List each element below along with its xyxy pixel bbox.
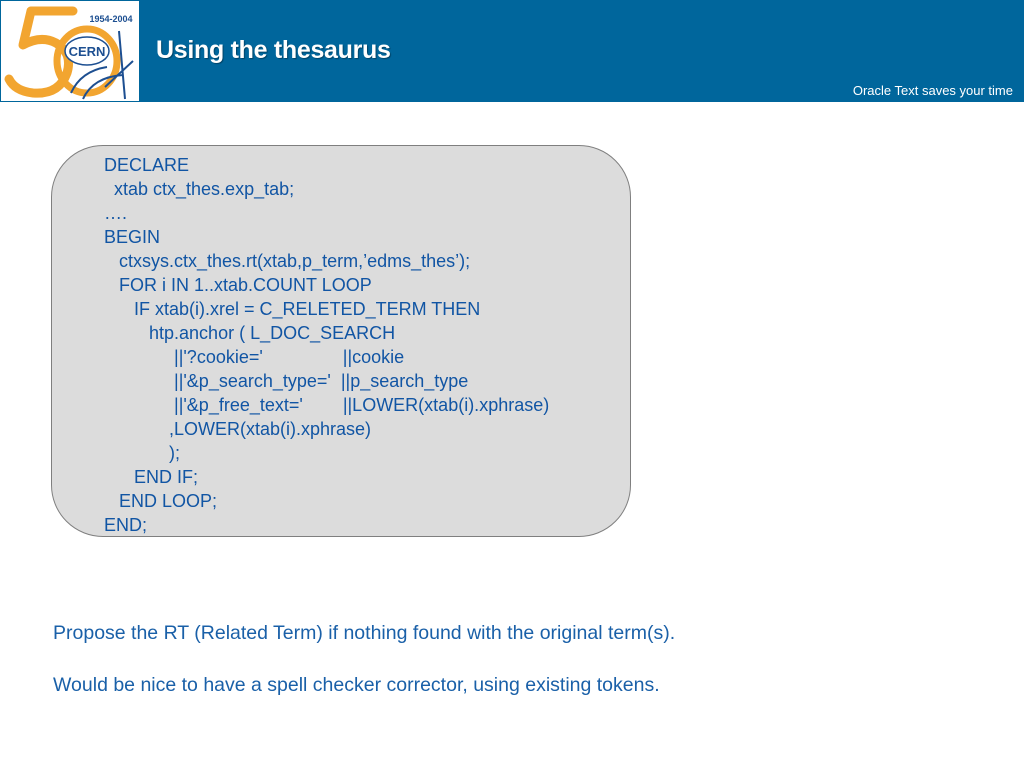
code-line: htp.anchor ( L_DOC_SEARCH (104, 323, 396, 343)
code-line: DECLARE (104, 155, 190, 175)
code-line: FOR i IN 1..xtab.COUNT LOOP (104, 275, 372, 295)
cern-50-logo (0, 0, 140, 102)
code-line: xtab ctx_thes.exp_tab; (104, 179, 295, 199)
slide-title: Using the thesaurus (156, 36, 391, 64)
code-line: ); (104, 443, 181, 463)
code-line: ||'?cookie=' ||cookie (104, 347, 405, 367)
code-block (104, 153, 549, 537)
code-line: END IF; (104, 467, 199, 487)
code-line: END LOOP; (104, 491, 218, 511)
code-line: ctxsys.ctx_thes.rt(xtab,p_term,’edms_thes’); (104, 251, 471, 271)
note-spell-checker: Would be nice to have a spell checker corrector, using existing tokens. (53, 674, 660, 696)
logo-cern-text: CERN (68, 44, 106, 59)
code-line: ||'&p_search_type=' ||p_search_type (104, 371, 469, 391)
code-line: END; (104, 515, 148, 535)
logo-years-text: 1954-2004 (89, 14, 133, 24)
code-line: …. (104, 203, 128, 223)
code-line: IF xtab(i).xrel = C_RELETED_TERM THEN (104, 299, 481, 319)
logo-graphic (1, 1, 140, 102)
note-related-term: Propose the RT (Related Term) if nothing found with the original term(s). (53, 622, 676, 644)
code-line: BEGIN (104, 227, 161, 247)
slide-subtitle: Oracle Text saves your time (852, 83, 1013, 98)
code-line: ||'&p_free_text=' ||LOWER(xtab(i).xphrase) (104, 395, 550, 415)
code-line: ,LOWER(xtab(i).xphrase) (104, 419, 372, 439)
